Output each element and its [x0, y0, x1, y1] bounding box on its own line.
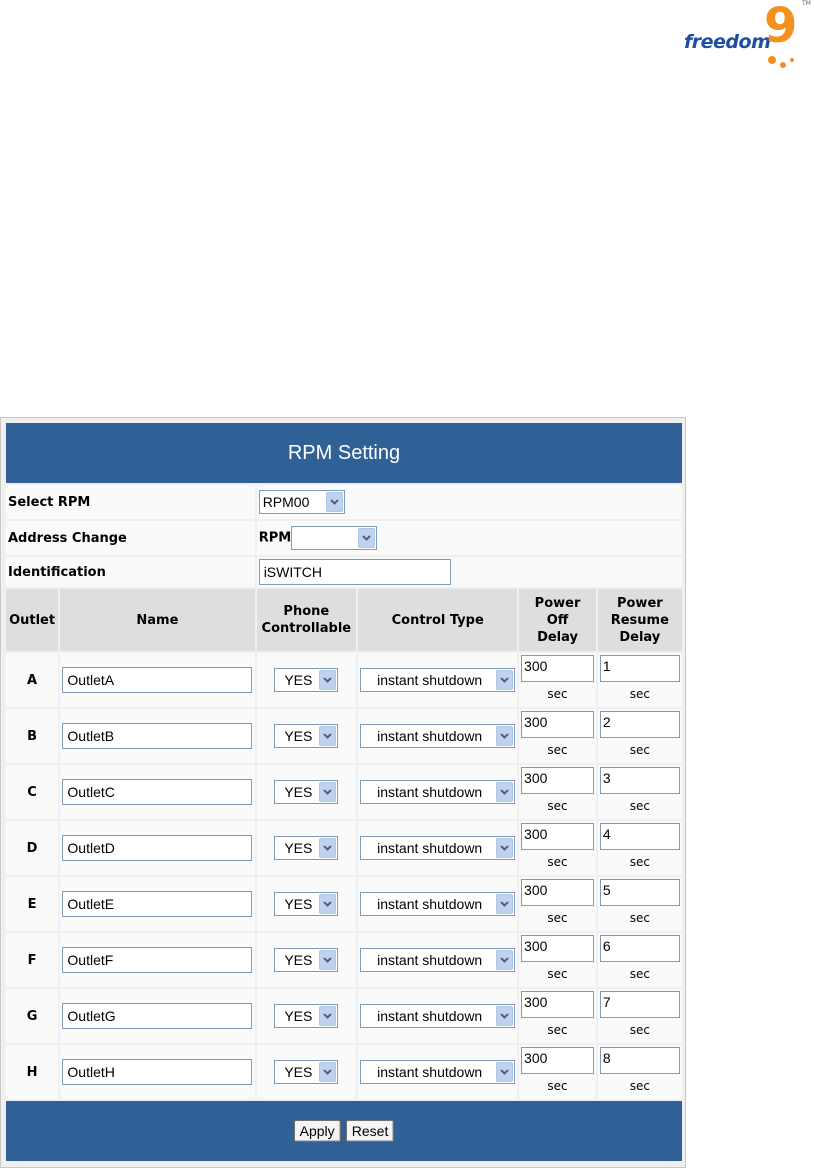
logo-nine-mark: 9 [764, 0, 798, 54]
button-bar [6, 1101, 682, 1161]
unit-label: sec [629, 911, 650, 925]
outlet-letter: H [6, 1045, 58, 1099]
table-row [6, 933, 682, 987]
unit-label: sec [629, 799, 650, 813]
select-rpm-label: Select RPM [6, 485, 255, 519]
chevron-down-icon [319, 838, 336, 858]
logo-tm: TM [802, 0, 811, 7]
control-type-dropdown[interactable]: instant shutdown [360, 1004, 515, 1028]
unit-label: sec [629, 1079, 650, 1093]
phone-controllable-dropdown[interactable]: YES [274, 836, 338, 860]
rpm-setting-table [4, 421, 684, 1163]
chevron-down-icon [496, 1062, 513, 1082]
phone-controllable-dropdown[interactable]: YES [274, 892, 338, 916]
chevron-down-icon [319, 894, 336, 914]
unit-label: sec [547, 855, 568, 869]
control-type-dropdown[interactable]: instant shutdown [360, 668, 515, 692]
phone-controllable-dropdown[interactable]: YES [274, 1060, 338, 1084]
identification-input[interactable]: iSWITCH [259, 559, 451, 585]
logo-dot [780, 62, 786, 68]
logo-dot [790, 58, 794, 62]
outlet-letter: C [6, 765, 58, 819]
control-type-dropdown[interactable]: instant shutdown [360, 948, 515, 972]
power-resume-delay-input[interactable]: 5 [600, 879, 680, 906]
header-power-off-delay: Power Off Delay [519, 589, 595, 651]
chevron-down-icon [496, 894, 513, 914]
outlet-name-input[interactable]: OutletF [62, 947, 252, 973]
unit-label: sec [629, 687, 650, 701]
phone-controllable-dropdown[interactable]: YES [274, 948, 338, 972]
address-change-dropdown[interactable] [291, 526, 377, 550]
control-type-dropdown[interactable]: instant shutdown [360, 892, 515, 916]
power-resume-delay-input[interactable]: 1 [600, 655, 680, 682]
chevron-down-icon [496, 950, 513, 970]
power-off-delay-input[interactable]: 300 [521, 935, 594, 962]
chevron-down-icon [319, 782, 336, 802]
phone-controllable-dropdown[interactable]: YES [274, 668, 338, 692]
outlet-letter: D [6, 821, 58, 875]
header-name: Name [60, 589, 255, 651]
header-power-resume-delay: Power Resume Delay [598, 589, 682, 651]
unit-label: sec [547, 911, 568, 925]
chevron-down-icon [496, 726, 513, 746]
power-off-delay-input[interactable]: 300 [521, 1047, 594, 1074]
control-type-dropdown[interactable]: instant shutdown [360, 836, 515, 860]
header-control-type: Control Type [358, 589, 517, 651]
unit-label: sec [629, 743, 650, 757]
unit-label: sec [547, 1079, 568, 1093]
unit-label: sec [629, 855, 650, 869]
identification-label: Identification [6, 557, 255, 587]
outlet-letter: A [6, 653, 58, 707]
table-row [6, 765, 682, 819]
chevron-down-icon [319, 1006, 336, 1026]
unit-label: sec [547, 799, 568, 813]
apply-button[interactable]: Apply [294, 1120, 341, 1142]
table-row [6, 709, 682, 763]
unit-label: sec [547, 967, 568, 981]
unit-label: sec [629, 1023, 650, 1037]
outlet-name-input[interactable]: OutletC [62, 779, 252, 805]
outlet-name-input[interactable]: OutletE [62, 891, 252, 917]
power-off-delay-input[interactable]: 300 [521, 767, 594, 794]
unit-label: sec [547, 743, 568, 757]
chevron-down-icon [326, 492, 343, 512]
table-row [6, 1045, 682, 1099]
panel-title: RPM Setting [6, 423, 682, 483]
outlet-name-input[interactable]: OutletG [62, 1003, 252, 1029]
power-off-delay-input[interactable]: 300 [521, 711, 594, 738]
control-type-dropdown[interactable]: instant shutdown [360, 1060, 515, 1084]
power-off-delay-input[interactable]: 300 [521, 879, 594, 906]
chevron-down-icon [319, 670, 336, 690]
chevron-down-icon [319, 1062, 336, 1082]
unit-label: sec [547, 687, 568, 701]
logo-dot [768, 56, 776, 64]
power-resume-delay-input[interactable]: 7 [600, 991, 680, 1018]
table-row [6, 821, 682, 875]
outlet-name-input[interactable]: OutletH [62, 1059, 252, 1085]
outlet-name-input[interactable]: OutletA [62, 667, 252, 693]
address-change-label: Address Change [6, 521, 255, 555]
power-off-delay-input[interactable]: 300 [521, 991, 594, 1018]
outlet-letter: F [6, 933, 58, 987]
power-resume-delay-input[interactable]: 8 [600, 1047, 680, 1074]
outlet-name-input[interactable]: OutletB [62, 723, 252, 749]
table-row [6, 653, 682, 707]
power-resume-delay-input[interactable]: 2 [600, 711, 680, 738]
control-type-dropdown[interactable]: instant shutdown [360, 724, 515, 748]
power-resume-delay-input[interactable]: 6 [600, 935, 680, 962]
unit-label: sec [547, 1023, 568, 1037]
power-resume-delay-input[interactable]: 3 [600, 767, 680, 794]
rpm-setting-panel [0, 417, 686, 1168]
chevron-down-icon [496, 838, 513, 858]
power-resume-delay-input[interactable]: 4 [600, 823, 680, 850]
chevron-down-icon [358, 528, 375, 548]
select-rpm-dropdown[interactable] [259, 490, 345, 514]
chevron-down-icon [319, 726, 336, 746]
chevron-down-icon [496, 782, 513, 802]
phone-controllable-dropdown[interactable]: YES [274, 780, 338, 804]
phone-controllable-dropdown[interactable]: YES [274, 1004, 338, 1028]
logo-wordmark: freedom [684, 31, 771, 53]
control-type-dropdown[interactable]: instant shutdown [360, 780, 515, 804]
chevron-down-icon [319, 950, 336, 970]
header-outlet: Outlet [6, 589, 58, 651]
outlet-letter: E [6, 877, 58, 931]
phone-controllable-dropdown[interactable]: YES [274, 724, 338, 748]
reset-button[interactable]: Reset [346, 1120, 395, 1142]
table-row [6, 989, 682, 1043]
header-phone-controllable: Phone Controllable [257, 589, 356, 651]
outlet-name-input[interactable]: OutletD [62, 835, 252, 861]
chevron-down-icon [496, 670, 513, 690]
power-off-delay-input[interactable]: 300 [521, 823, 594, 850]
chevron-down-icon [496, 1006, 513, 1026]
outlet-letter: B [6, 709, 58, 763]
unit-label: sec [629, 967, 650, 981]
table-row [6, 877, 682, 931]
select-rpm-value: RPM00 [262, 494, 310, 510]
power-off-delay-input[interactable]: 300 [521, 655, 594, 682]
freedom9-logo [676, 0, 814, 75]
address-rpm-prefix: RPM [258, 530, 292, 546]
outlet-letter: G [6, 989, 58, 1043]
